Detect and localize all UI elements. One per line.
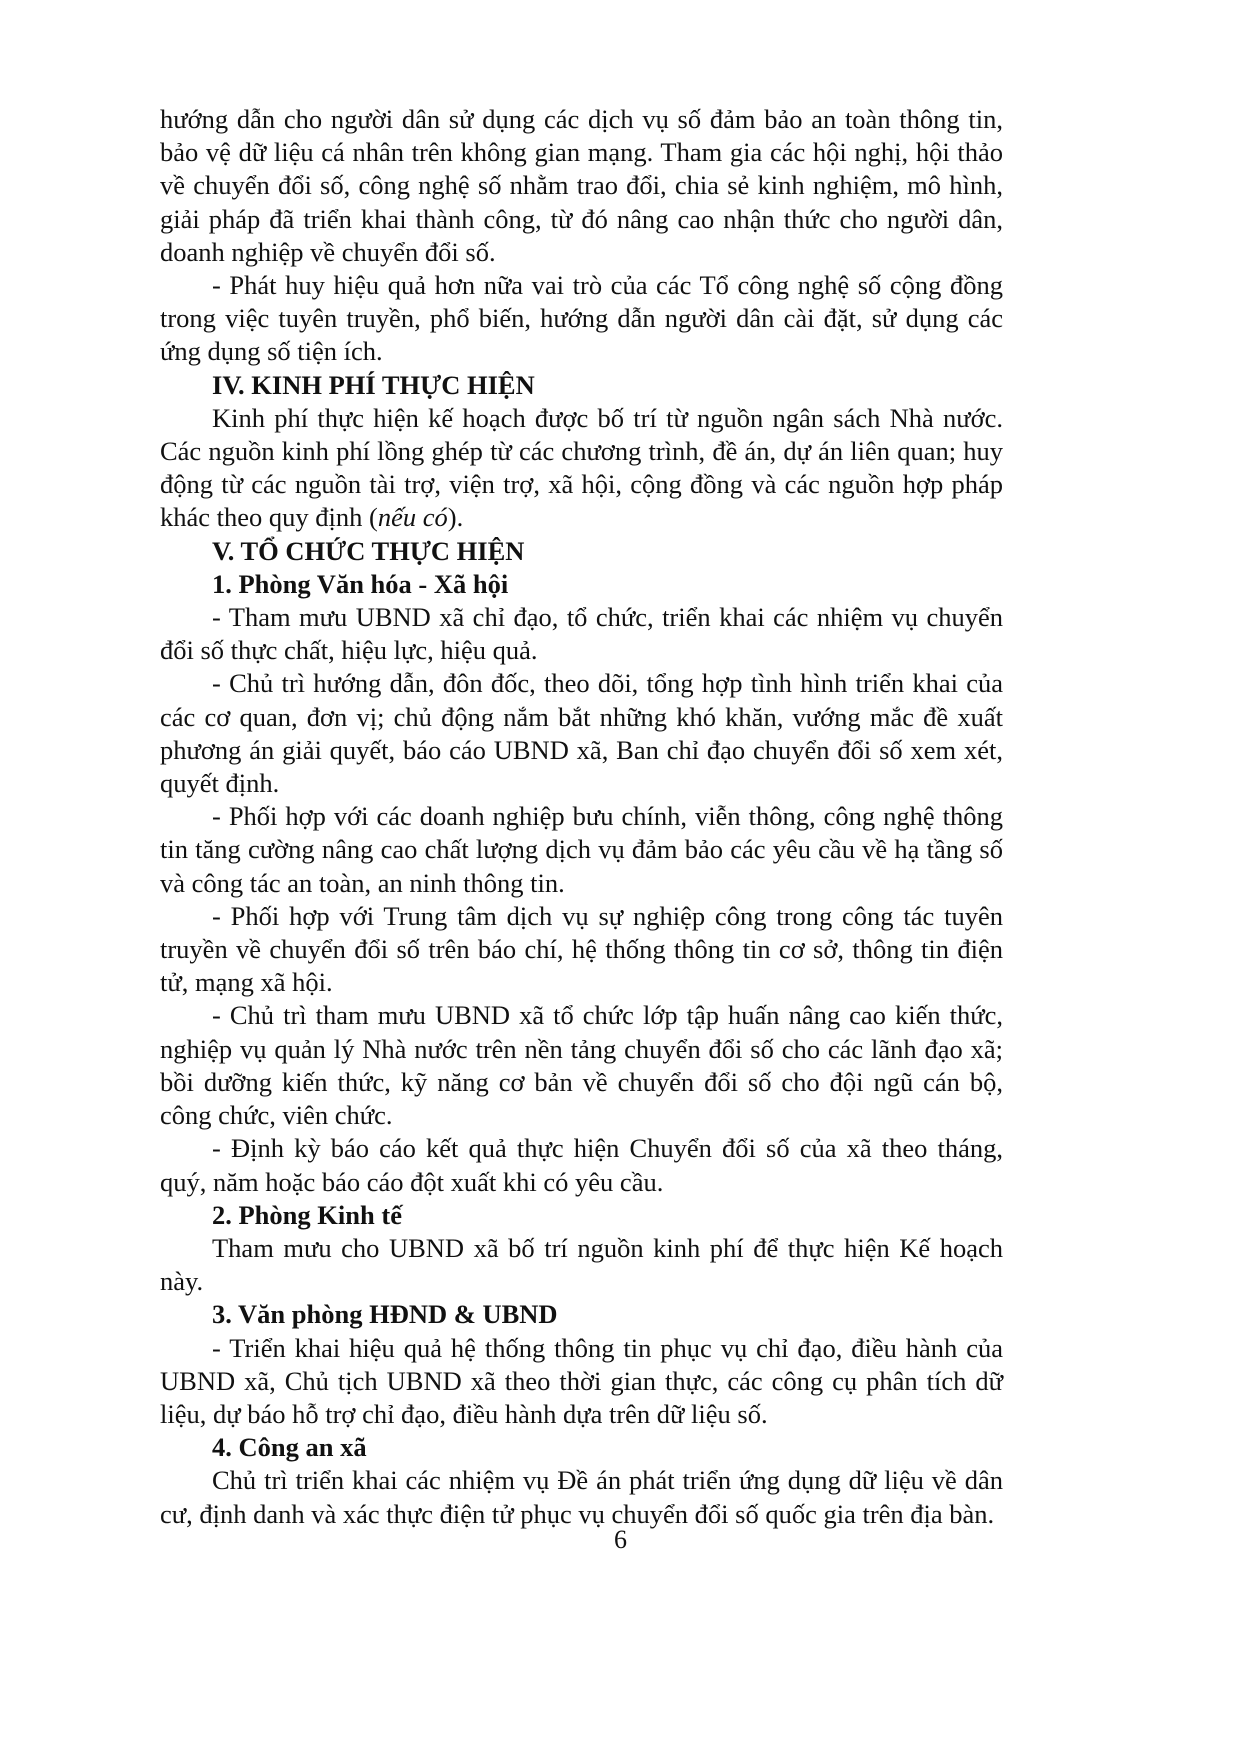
paragraph-training: - Chủ trì tham mưu UBND xã tổ chức lớp tập huấn nâng cao kiến thức, nghiệp vụ quản lý Nhà nước trên nền tảng chuyển đổi số cho các lãnh đạo xã; bồi dưỡng kiến thức, kỹ năng cơ bản về chuyển đổi số cho đội ngũ cán bộ, công chức, viên chức. — [160, 1000, 1003, 1131]
paragraph-info-system: - Triển khai hiệu quả hệ thống thông tin phục vụ chỉ đạo, điều hành của UBND xã, Chủ tịch UBND xã theo thời gian thực, các công cụ phân tích dữ liệu, dự báo hỗ trợ chỉ đạo, điều hành dựa trên dữ liệu số. — [160, 1332, 1003, 1429]
paragraph-advise-ubnd: - Tham mưu UBND xã chỉ đạo, tổ chức, triển khai các nhiệm vụ chuyển đổi số thực chất, hiệu lực, hiệu quả. — [160, 602, 1003, 666]
section-heading-implementation: V. TỔ CHỨC THỰC HIỆN — [212, 535, 525, 566]
paragraph-community-tech-teams: - Phát huy hiệu quả hơn nữa vai trò của các Tổ công nghệ số cộng đồng trong việc tuyên truyền, phổ biến, hướng dẫn người dân cài đặt, sử dụng các ứng dụng số tiện ích. — [160, 270, 1003, 367]
subheading-culture-society-dept: 1. Phòng Văn hóa - Xã hội — [212, 568, 509, 599]
subheading-economic-dept: 2. Phòng Kinh tế — [212, 1199, 402, 1230]
paragraph-digital-services-guidance: hướng dẫn cho người dân sử dụng các dịch vụ số đảm bảo an toàn thông tin, bảo vệ dữ liệu cá nhân trên không gian mạng. Tham gia các hội nghị, hội thảo về chuyển đổi số, công nghệ số nhằm trao đổi, chia sẻ kinh nghiệm, mô hình, giải pháp đã triển khai thành công, từ đó nâng cao nhận thức cho người dân, doanh nghiệp về chuyển đổi số. — [160, 104, 1003, 267]
document-body — [160, 103, 1003, 1531]
paragraph-economic-funding: Tham mưu cho UBND xã bố trí nguồn kinh phí để thực hiện Kế hoạch này. — [160, 1232, 1003, 1297]
paragraph-population-data: Chủ trì triển khai các nhiệm vụ Đề án phát triển ứng dụng dữ liệu về dân cư, định danh và xác thực điện tử phục vụ chuyển đổi số quốc gia trên địa bàn. — [160, 1465, 1003, 1529]
paragraph-telecom-cooperation: - Phối hợp với các doanh nghiệp bưu chính, viễn thông, công nghệ thông tin tăng cường nâng cao chất lượng dịch vụ đảm bảo các yêu cầu về hạ tầng số và công tác an toàn, an ninh thông tin. — [160, 801, 1003, 898]
paragraph-coordinate-guidance: - Chủ trì hướng dẫn, đôn đốc, theo dõi, tổng hợp tình hình triển khai của các cơ quan, đơn vị; chủ động nắm bắt những khó khăn, vướng mắc đề xuất phương án giải quyết, báo cáo UBND xã, Ban chỉ đạo chuyển đổi số xem xét, quyết định. — [160, 668, 1003, 799]
subheading-commune-police: 4. Công an xã — [212, 1432, 367, 1463]
page-number: 6 — [614, 1525, 627, 1554]
section-heading-funding: IV. KINH PHÍ THỰC HIỆN — [212, 369, 535, 400]
paragraph-public-service-center: - Phối hợp với Trung tâm dịch vụ sự nghiệp công trong công tác tuyên truyền về chuyển đổi số trên báo chí, hệ thống thông tin cơ sở, thông tin điện tử, mạng xã hội. — [160, 900, 1003, 998]
paragraph-funding-sources — [160, 402, 1003, 535]
paragraph-periodic-reporting: - Định kỳ báo cáo kết quả thực hiện Chuyển đổi số của xã theo tháng, quý, năm hoặc báo cáo đột xuất khi có yêu cầu. — [160, 1133, 1003, 1197]
funding-text-end: ). — [447, 502, 464, 533]
funding-text: Kinh phí thực hiện kế hoạch được bố trí từ nguồn ngân sách Nhà nước. Các nguồn kinh phí lồng ghép từ các chương trình, đề án, dự án liên quan; huy động từ các nguồn tài trợ, viện trợ, xã hội, cộng đồng và các nguồn hợp pháp khác theo quy định ( — [160, 402, 1003, 533]
funding-italic-note: nếu có — [377, 502, 448, 533]
subheading-office-hdnd-ubnd: 3. Văn phòng HĐND & UBND — [212, 1299, 558, 1330]
